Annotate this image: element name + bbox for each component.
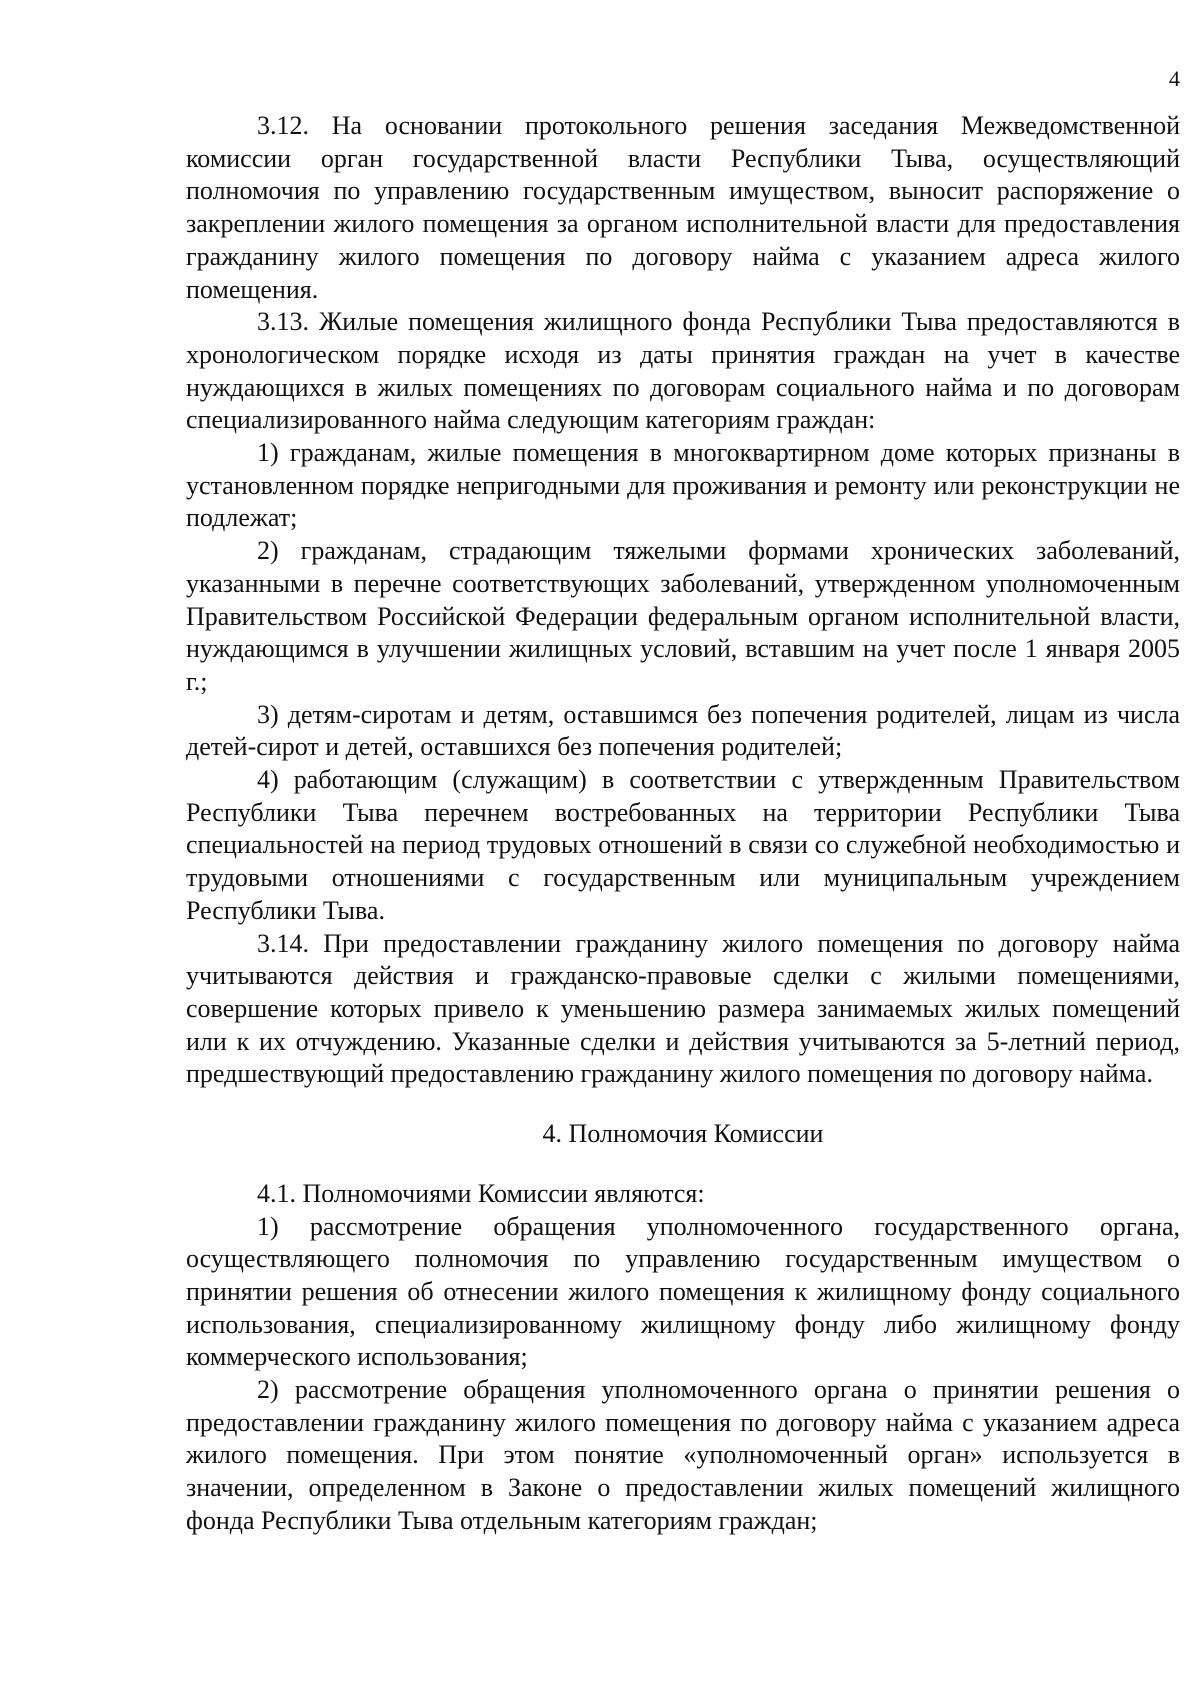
- list-item-4-1-2: 2) рассмотрение обращения уполномоченного органа о принятии решения о предоставлении гражданину жилого помещения по договору найма с указанием адреса жилого помещения. При этом понятие «уполномоченный орган» используется в значении, определенном в Законе о предоставлении жилых помещений жилищного фонда Республики Тыва отдельным категориям граждан;: [186, 1375, 1180, 1535]
- paragraph-3-13: 3.13. Жилые помещения жилищного фонда Республики Тыва предоставляются в хронологическом порядке исходя из даты принятия граждан на учет в качестве нуждающихся в жилых помещениях по договорам социального найма и по договорам специализированного найма следующим категориям граждан:: [186, 307, 1180, 435]
- page-number: 4: [1169, 66, 1180, 91]
- list-item-3-13-3: 3) детям-сиротам и детям, оставшимся без попечения родителей, лицам из числа детей-сирот и детей, оставшихся без попечения родителей;: [186, 699, 1180, 762]
- section-heading: 4. Полномочия Комиссии: [542, 1119, 824, 1149]
- list-item-3-13-2: 2) гражданам, страдающим тяжелыми формами хронических заболеваний, указанными в перечне соответствующих заболеваний, утвержденном уполномоченным Правительством Российской Федерации федеральным органом исполнительной власти, нуждающимся в улучшении жилищных условий, вставшим на учет после 1 января 2005 г.;: [186, 536, 1180, 696]
- list-item-3-13-4: 4) работающим (служащим) в соответствии с утвержденным Правительством Республики Тыва перечнем востребованных на территории Республики Тыва специальностей на период трудовых отношений в связи со служебной необходимостью и трудовыми отношениями с государственным или муниципальным учреждением Республики Тыва.: [186, 765, 1180, 925]
- paragraph-3-12: 3.12. На основании протокольного решения заседания Межведомственной комиссии орган государственной власти Республики Тыва, осуществляющий полномочия по управлению государственным имуществом, выносит распоряжение о закреплении жилого помещения за органом исполнительной власти для предоставления гражданину жилого помещения по договору найма с указанием адреса жилого помещения.: [186, 111, 1180, 304]
- paragraph-3-14: 3.14. При предоставлении гражданину жилого помещения по договору найма учитываются действия и гражданско-правовые сделки с жилыми помещениями, совершение которых привело к уменьшению размера занимаемых жилых помещений или к их отчуждению. Указанные сделки и действия учитываются за 5-летний период, предшествующий предоставлению гражданину жилого помещения по договору найма.: [186, 928, 1180, 1089]
- document-body: [186, 110, 1180, 1538]
- list-item-3-13-1: 1) гражданам, жилые помещения в многоквартирном доме которых признаны в установленном порядке непригодными для проживания и ремонту или реконструкции не подлежат;: [186, 438, 1180, 533]
- paragraph-4-1: 4.1. Полномочиями Комиссии являются:: [257, 1178, 705, 1208]
- list-item-4-1-1: 1) рассмотрение обращения уполномоченного государственного органа, осуществляющего полномочия по управлению государственным имуществом о принятии решения об отнесении жилого помещения к жилищному фонду социального использования, специализированному жилищному фонду либо жилищному фонду коммерческого использования;: [186, 1211, 1180, 1372]
